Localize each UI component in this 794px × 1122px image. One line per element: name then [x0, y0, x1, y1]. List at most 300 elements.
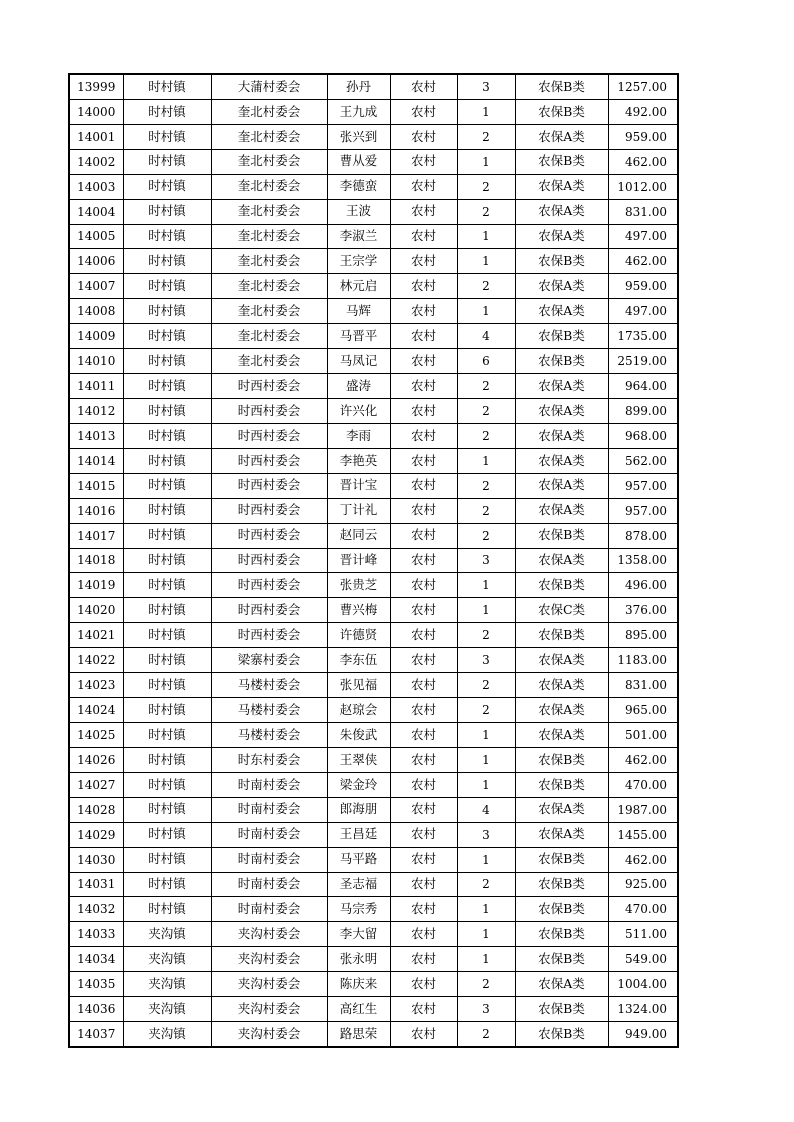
- insurance-category-cell: 农保A类: [515, 398, 608, 423]
- record-id-cell: 14010: [69, 349, 123, 374]
- town-cell: 时村镇: [123, 797, 211, 822]
- area-type-cell: 农村: [390, 174, 457, 199]
- area-type-cell: 农村: [390, 349, 457, 374]
- record-id-cell: 14018: [69, 548, 123, 573]
- insurance-category-cell: 农保A类: [515, 224, 608, 249]
- table-row: [69, 374, 678, 399]
- household-count-cell: 2: [457, 623, 515, 648]
- household-count-cell: 1: [457, 573, 515, 598]
- record-id-cell: 14035: [69, 972, 123, 997]
- insurance-category-cell: 农保A类: [515, 374, 608, 399]
- table-row: [69, 847, 678, 872]
- amount-cell: 549.00: [608, 947, 678, 972]
- record-id-cell: 14017: [69, 523, 123, 548]
- table-row: [69, 149, 678, 174]
- town-cell: 时村镇: [123, 174, 211, 199]
- person-name-cell: 孙丹: [327, 74, 390, 99]
- person-name-cell: 朱俊武: [327, 722, 390, 747]
- table-row: [69, 623, 678, 648]
- town-cell: 时村镇: [123, 473, 211, 498]
- insurance-category-cell: 农保A类: [515, 797, 608, 822]
- table-row: [69, 698, 678, 723]
- person-name-cell: 曹兴梅: [327, 598, 390, 623]
- area-type-cell: 农村: [390, 872, 457, 897]
- area-type-cell: 农村: [390, 747, 457, 772]
- village-committee-cell: 时西村委会: [211, 423, 327, 448]
- table-row: [69, 74, 678, 99]
- record-id-cell: 14009: [69, 324, 123, 349]
- village-committee-cell: 奎北村委会: [211, 349, 327, 374]
- household-count-cell: 1: [457, 747, 515, 772]
- household-count-cell: 2: [457, 498, 515, 523]
- village-committee-cell: 马楼村委会: [211, 673, 327, 698]
- record-id-cell: 13999: [69, 74, 123, 99]
- town-cell: 时村镇: [123, 99, 211, 124]
- town-cell: 时村镇: [123, 822, 211, 847]
- area-type-cell: 农村: [390, 1022, 457, 1047]
- area-type-cell: 农村: [390, 124, 457, 149]
- person-name-cell: 马平路: [327, 847, 390, 872]
- area-type-cell: 农村: [390, 573, 457, 598]
- town-cell: 时村镇: [123, 673, 211, 698]
- town-cell: 时村镇: [123, 274, 211, 299]
- insurance-category-cell: 农保B类: [515, 997, 608, 1022]
- town-cell: 时村镇: [123, 698, 211, 723]
- village-committee-cell: 时西村委会: [211, 398, 327, 423]
- village-committee-cell: 夹沟村委会: [211, 972, 327, 997]
- village-committee-cell: 时南村委会: [211, 847, 327, 872]
- household-count-cell: 1: [457, 299, 515, 324]
- area-type-cell: 农村: [390, 249, 457, 274]
- person-name-cell: 晋计宝: [327, 473, 390, 498]
- household-count-cell: 2: [457, 174, 515, 199]
- household-count-cell: 2: [457, 473, 515, 498]
- amount-cell: 957.00: [608, 473, 678, 498]
- household-count-cell: 2: [457, 698, 515, 723]
- town-cell: 时村镇: [123, 623, 211, 648]
- town-cell: 时村镇: [123, 648, 211, 673]
- household-count-cell: 1: [457, 847, 515, 872]
- table-row: [69, 249, 678, 274]
- table-row: [69, 947, 678, 972]
- village-committee-cell: 奎北村委会: [211, 99, 327, 124]
- area-type-cell: 农村: [390, 374, 457, 399]
- record-id-cell: 14026: [69, 747, 123, 772]
- insurance-category-cell: 农保B类: [515, 947, 608, 972]
- person-name-cell: 张见福: [327, 673, 390, 698]
- person-name-cell: 王翠侠: [327, 747, 390, 772]
- area-type-cell: 农村: [390, 847, 457, 872]
- area-type-cell: 农村: [390, 423, 457, 448]
- village-committee-cell: 时南村委会: [211, 897, 327, 922]
- amount-cell: 959.00: [608, 274, 678, 299]
- record-id-cell: 14005: [69, 224, 123, 249]
- table-row: [69, 872, 678, 897]
- area-type-cell: 农村: [390, 548, 457, 573]
- table-row: [69, 199, 678, 224]
- record-id-cell: 14001: [69, 124, 123, 149]
- amount-cell: 497.00: [608, 299, 678, 324]
- amount-cell: 2519.00: [608, 349, 678, 374]
- amount-cell: 470.00: [608, 772, 678, 797]
- town-cell: 时村镇: [123, 772, 211, 797]
- person-name-cell: 丁计礼: [327, 498, 390, 523]
- household-count-cell: 2: [457, 398, 515, 423]
- village-committee-cell: 时南村委会: [211, 822, 327, 847]
- amount-cell: 895.00: [608, 623, 678, 648]
- insurance-category-cell: 农保B类: [515, 847, 608, 872]
- area-type-cell: 农村: [390, 623, 457, 648]
- person-name-cell: 李德蛮: [327, 174, 390, 199]
- record-id-cell: 14007: [69, 274, 123, 299]
- area-type-cell: 农村: [390, 997, 457, 1022]
- table-row: [69, 274, 678, 299]
- insurance-category-cell: 农保A类: [515, 548, 608, 573]
- town-cell: 时村镇: [123, 498, 211, 523]
- village-committee-cell: 时南村委会: [211, 797, 327, 822]
- area-type-cell: 农村: [390, 299, 457, 324]
- amount-cell: 964.00: [608, 374, 678, 399]
- record-id-cell: 14011: [69, 374, 123, 399]
- town-cell: 时村镇: [123, 897, 211, 922]
- record-id-cell: 14033: [69, 922, 123, 947]
- person-name-cell: 圣志福: [327, 872, 390, 897]
- table-row: [69, 997, 678, 1022]
- amount-cell: 1257.00: [608, 74, 678, 99]
- town-cell: 时村镇: [123, 249, 211, 274]
- insurance-category-cell: 农保B类: [515, 74, 608, 99]
- amount-cell: 1735.00: [608, 324, 678, 349]
- amount-cell: 562.00: [608, 448, 678, 473]
- area-type-cell: 农村: [390, 772, 457, 797]
- table-row: [69, 448, 678, 473]
- record-id-cell: 14023: [69, 673, 123, 698]
- table-row: [69, 797, 678, 822]
- table-row: [69, 423, 678, 448]
- village-committee-cell: 时西村委会: [211, 448, 327, 473]
- insurance-category-cell: 农保A类: [515, 673, 608, 698]
- insurance-category-cell: 农保B类: [515, 772, 608, 797]
- household-count-cell: 2: [457, 274, 515, 299]
- town-cell: 时村镇: [123, 523, 211, 548]
- area-type-cell: 农村: [390, 822, 457, 847]
- village-committee-cell: 夹沟村委会: [211, 947, 327, 972]
- table-row: [69, 1022, 678, 1047]
- town-cell: 夹沟镇: [123, 972, 211, 997]
- person-name-cell: 马辉: [327, 299, 390, 324]
- insurance-category-cell: 农保A类: [515, 299, 608, 324]
- area-type-cell: 农村: [390, 897, 457, 922]
- village-committee-cell: 奎北村委会: [211, 199, 327, 224]
- insurance-category-cell: 农保A类: [515, 698, 608, 723]
- area-type-cell: 农村: [390, 523, 457, 548]
- village-committee-cell: 夹沟村委会: [211, 1022, 327, 1047]
- person-name-cell: 马晋平: [327, 324, 390, 349]
- amount-cell: 1455.00: [608, 822, 678, 847]
- amount-cell: 965.00: [608, 698, 678, 723]
- person-name-cell: 许兴化: [327, 398, 390, 423]
- household-count-cell: 2: [457, 972, 515, 997]
- person-name-cell: 李雨: [327, 423, 390, 448]
- village-committee-cell: 时南村委会: [211, 872, 327, 897]
- amount-cell: 501.00: [608, 722, 678, 747]
- town-cell: 时村镇: [123, 872, 211, 897]
- table-row: [69, 498, 678, 523]
- insurance-category-cell: 农保A类: [515, 722, 608, 747]
- area-type-cell: 农村: [390, 797, 457, 822]
- record-id-cell: 14036: [69, 997, 123, 1022]
- person-name-cell: 盛涛: [327, 374, 390, 399]
- town-cell: 时村镇: [123, 573, 211, 598]
- amount-cell: 462.00: [608, 149, 678, 174]
- table-row: [69, 473, 678, 498]
- town-cell: 时村镇: [123, 722, 211, 747]
- record-id-cell: 14032: [69, 897, 123, 922]
- household-count-cell: 6: [457, 349, 515, 374]
- table-body: [69, 74, 678, 1047]
- household-count-cell: 2: [457, 1022, 515, 1047]
- person-name-cell: 许德贤: [327, 623, 390, 648]
- town-cell: 时村镇: [123, 398, 211, 423]
- insurance-category-cell: 农保B类: [515, 149, 608, 174]
- household-count-cell: 1: [457, 897, 515, 922]
- town-cell: 夹沟镇: [123, 997, 211, 1022]
- record-id-cell: 14002: [69, 149, 123, 174]
- town-cell: 时村镇: [123, 423, 211, 448]
- area-type-cell: 农村: [390, 722, 457, 747]
- village-committee-cell: 梁寨村委会: [211, 648, 327, 673]
- town-cell: 夹沟镇: [123, 947, 211, 972]
- town-cell: 时村镇: [123, 199, 211, 224]
- insurance-category-cell: 农保C类: [515, 598, 608, 623]
- insurance-category-cell: 农保A类: [515, 423, 608, 448]
- table-row: [69, 822, 678, 847]
- town-cell: 时村镇: [123, 349, 211, 374]
- village-committee-cell: 时西村委会: [211, 473, 327, 498]
- insurance-category-cell: 农保B类: [515, 349, 608, 374]
- table-row: [69, 673, 678, 698]
- amount-cell: 959.00: [608, 124, 678, 149]
- record-id-cell: 14029: [69, 822, 123, 847]
- person-name-cell: 马凤记: [327, 349, 390, 374]
- amount-cell: 899.00: [608, 398, 678, 423]
- record-id-cell: 14004: [69, 199, 123, 224]
- area-type-cell: 农村: [390, 673, 457, 698]
- person-name-cell: 曹从爱: [327, 149, 390, 174]
- village-committee-cell: 奎北村委会: [211, 324, 327, 349]
- area-type-cell: 农村: [390, 473, 457, 498]
- household-count-cell: 1: [457, 224, 515, 249]
- amount-cell: 462.00: [608, 249, 678, 274]
- table-row: [69, 349, 678, 374]
- amount-cell: 1987.00: [608, 797, 678, 822]
- record-id-cell: 14028: [69, 797, 123, 822]
- insurance-category-cell: 农保A类: [515, 174, 608, 199]
- record-id-cell: 14015: [69, 473, 123, 498]
- person-name-cell: 郎海朋: [327, 797, 390, 822]
- record-id-cell: 14019: [69, 573, 123, 598]
- household-count-cell: 1: [457, 149, 515, 174]
- area-type-cell: 农村: [390, 498, 457, 523]
- table-row: [69, 772, 678, 797]
- record-id-cell: 14025: [69, 722, 123, 747]
- area-type-cell: 农村: [390, 99, 457, 124]
- person-name-cell: 高红生: [327, 997, 390, 1022]
- household-count-cell: 3: [457, 822, 515, 847]
- household-count-cell: 1: [457, 947, 515, 972]
- record-id-cell: 14013: [69, 423, 123, 448]
- insurance-category-cell: 农保B类: [515, 523, 608, 548]
- person-name-cell: 张永明: [327, 947, 390, 972]
- insurance-category-cell: 农保A类: [515, 822, 608, 847]
- person-name-cell: 张兴到: [327, 124, 390, 149]
- amount-cell: 470.00: [608, 897, 678, 922]
- town-cell: 时村镇: [123, 548, 211, 573]
- insurance-category-cell: 农保B类: [515, 249, 608, 274]
- area-type-cell: 农村: [390, 199, 457, 224]
- town-cell: 时村镇: [123, 324, 211, 349]
- area-type-cell: 农村: [390, 698, 457, 723]
- table-row: [69, 972, 678, 997]
- record-id-cell: 14034: [69, 947, 123, 972]
- village-committee-cell: 奎北村委会: [211, 224, 327, 249]
- table-row: [69, 99, 678, 124]
- amount-cell: 957.00: [608, 498, 678, 523]
- household-count-cell: 3: [457, 997, 515, 1022]
- record-id-cell: 14031: [69, 872, 123, 897]
- household-count-cell: 1: [457, 249, 515, 274]
- insurance-category-cell: 农保A类: [515, 498, 608, 523]
- village-committee-cell: 时西村委会: [211, 573, 327, 598]
- record-id-cell: 14021: [69, 623, 123, 648]
- town-cell: 时村镇: [123, 747, 211, 772]
- table-row: [69, 548, 678, 573]
- amount-cell: 925.00: [608, 872, 678, 897]
- table-row: [69, 324, 678, 349]
- record-id-cell: 14027: [69, 772, 123, 797]
- amount-cell: 462.00: [608, 847, 678, 872]
- table-row: [69, 747, 678, 772]
- village-committee-cell: 时西村委会: [211, 548, 327, 573]
- village-committee-cell: 时西村委会: [211, 374, 327, 399]
- area-type-cell: 农村: [390, 74, 457, 99]
- village-committee-cell: 大蒲村委会: [211, 74, 327, 99]
- town-cell: 时村镇: [123, 847, 211, 872]
- insurance-category-cell: 农保B类: [515, 1022, 608, 1047]
- household-count-cell: 4: [457, 324, 515, 349]
- amount-cell: 1324.00: [608, 997, 678, 1022]
- table-row: [69, 398, 678, 423]
- amount-cell: 511.00: [608, 922, 678, 947]
- person-name-cell: 赵同云: [327, 523, 390, 548]
- insurance-category-cell: 农保A类: [515, 199, 608, 224]
- household-count-cell: 2: [457, 374, 515, 399]
- town-cell: 时村镇: [123, 299, 211, 324]
- village-committee-cell: 夹沟村委会: [211, 922, 327, 947]
- amount-cell: 492.00: [608, 99, 678, 124]
- person-name-cell: 王九成: [327, 99, 390, 124]
- area-type-cell: 农村: [390, 274, 457, 299]
- household-count-cell: 2: [457, 423, 515, 448]
- table-row: [69, 897, 678, 922]
- record-id-cell: 14012: [69, 398, 123, 423]
- amount-cell: 462.00: [608, 747, 678, 772]
- village-committee-cell: 奎北村委会: [211, 274, 327, 299]
- person-name-cell: 林元启: [327, 274, 390, 299]
- village-committee-cell: 时西村委会: [211, 598, 327, 623]
- household-count-cell: 2: [457, 673, 515, 698]
- amount-cell: 1012.00: [608, 174, 678, 199]
- household-count-cell: 4: [457, 797, 515, 822]
- amount-cell: 968.00: [608, 423, 678, 448]
- record-id-cell: 14003: [69, 174, 123, 199]
- household-count-cell: 2: [457, 523, 515, 548]
- household-count-cell: 2: [457, 124, 515, 149]
- household-count-cell: 3: [457, 648, 515, 673]
- town-cell: 夹沟镇: [123, 922, 211, 947]
- person-name-cell: 王昌廷: [327, 822, 390, 847]
- person-name-cell: 晋计峰: [327, 548, 390, 573]
- person-name-cell: 李艳英: [327, 448, 390, 473]
- village-committee-cell: 奎北村委会: [211, 174, 327, 199]
- insurance-category-cell: 农保B类: [515, 747, 608, 772]
- village-committee-cell: 时东村委会: [211, 747, 327, 772]
- insurance-category-cell: 农保B类: [515, 99, 608, 124]
- household-count-cell: 3: [457, 548, 515, 573]
- village-committee-cell: 奎北村委会: [211, 299, 327, 324]
- area-type-cell: 农村: [390, 324, 457, 349]
- table-row: [69, 523, 678, 548]
- table-row: [69, 124, 678, 149]
- table-row: [69, 573, 678, 598]
- household-count-cell: 2: [457, 872, 515, 897]
- record-id-cell: 14008: [69, 299, 123, 324]
- amount-cell: 949.00: [608, 1022, 678, 1047]
- amount-cell: 376.00: [608, 598, 678, 623]
- insurance-category-cell: 农保B类: [515, 872, 608, 897]
- amount-cell: 831.00: [608, 673, 678, 698]
- table-row: [69, 174, 678, 199]
- town-cell: 时村镇: [123, 224, 211, 249]
- amount-cell: 831.00: [608, 199, 678, 224]
- household-count-cell: 1: [457, 99, 515, 124]
- village-committee-cell: 马楼村委会: [211, 698, 327, 723]
- village-committee-cell: 时西村委会: [211, 498, 327, 523]
- household-count-cell: 2: [457, 199, 515, 224]
- table-row: [69, 598, 678, 623]
- record-id-cell: 14022: [69, 648, 123, 673]
- person-name-cell: 赵琼会: [327, 698, 390, 723]
- amount-cell: 1183.00: [608, 648, 678, 673]
- insurance-category-cell: 农保A类: [515, 473, 608, 498]
- record-id-cell: 14014: [69, 448, 123, 473]
- insurance-category-cell: 农保B类: [515, 324, 608, 349]
- person-name-cell: 路思荣: [327, 1022, 390, 1047]
- village-committee-cell: 时南村委会: [211, 772, 327, 797]
- household-count-cell: 1: [457, 772, 515, 797]
- town-cell: 时村镇: [123, 374, 211, 399]
- person-name-cell: 李大留: [327, 922, 390, 947]
- area-type-cell: 农村: [390, 922, 457, 947]
- insurance-category-cell: 农保B类: [515, 922, 608, 947]
- record-id-cell: 14030: [69, 847, 123, 872]
- insurance-category-cell: 农保A类: [515, 274, 608, 299]
- village-committee-cell: 时西村委会: [211, 523, 327, 548]
- amount-cell: 1358.00: [608, 548, 678, 573]
- records-table: [68, 73, 679, 1048]
- village-committee-cell: 奎北村委会: [211, 249, 327, 274]
- household-count-cell: 1: [457, 922, 515, 947]
